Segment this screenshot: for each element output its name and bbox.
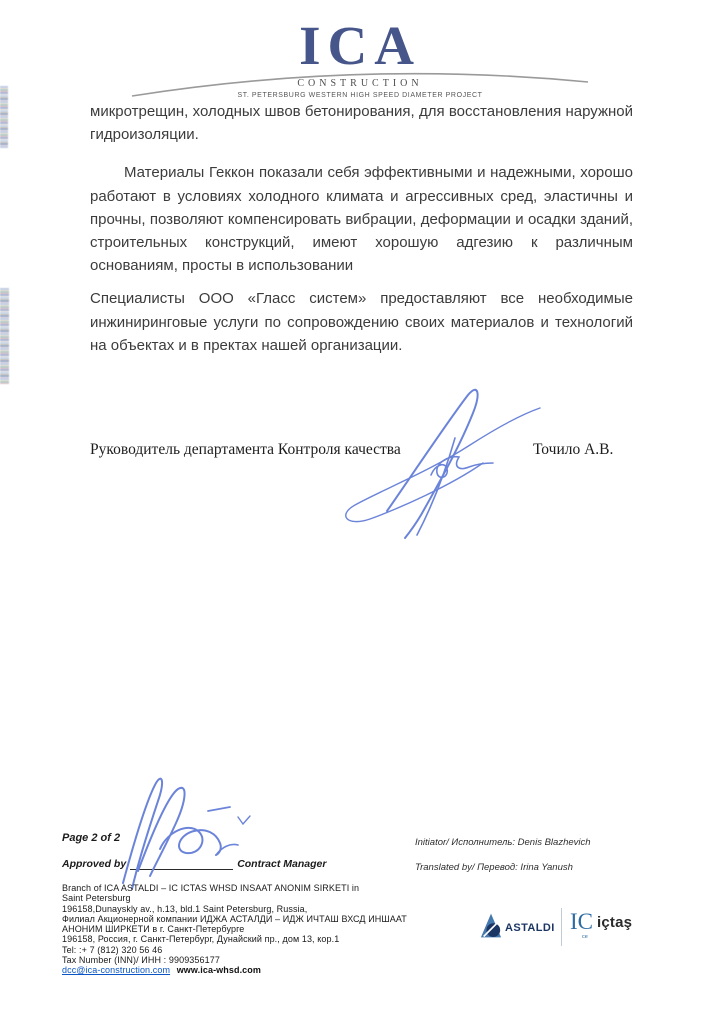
signer-title: Руководитель департамента Контроля качества [90,441,401,458]
address-line: 196158, Россия, г. Санкт-Петербург, Дунайский пр., дом 13, кор.1 [62,934,340,945]
body-paragraph-1: микротрещин, холодных швов бетонирования, для восстановления наружной гидроизоляции. [90,103,633,144]
address-line: АНОНИМ ШИРКЕТИ в г. Санкт-Петербурге [62,924,245,935]
director-signature [335,383,550,541]
ic-wordmark: IC [570,909,593,934]
address-line: Филиал Акционерной компании ИДЖА АСТАЛДИ – ИДЖ ИЧТАШ ВХСД ИНШААТ [62,913,407,924]
website-label: www.ica-whsd.com [176,965,261,976]
company-address-block [62,883,407,976]
astaldi-wordmark: ASTALDI [505,922,555,934]
address-line: Branch of ICA ASTALDI – IC ICTAS WHSD INSAAT ANONIM SIRKETI in [62,883,360,893]
astaldi-triangle-icon [480,912,502,939]
page-number-label: Page 2 of 2 [62,832,121,844]
approved-by-label: Approved by [62,858,127,870]
ictas-wordmark: içtaş [597,914,633,931]
scan-noise-strip-bottom [0,288,9,384]
partner-logos [478,905,668,953]
initiator-label: Initiator/ Исполнитель: Denis Blazhevich [415,837,591,848]
approver-signature [108,771,258,891]
logo-subtitle: CONSTRUCTION [297,78,423,89]
contacts-line [62,965,407,975]
email-link[interactable]: dcc@ica-construction.com [62,965,171,976]
address-line: Tel: :+ 7 (812) 320 56 46 [62,944,163,955]
address-line: Tax Number (INN)/ ИНН : 9909356177 [62,955,220,966]
company-logo [0,15,720,99]
logo-tagline: ST. PETERSBURG WESTERN HIGH SPEED DIAMETER PROJECT [237,92,483,99]
body-paragraph-2: Материалы Геккон показали себя эффективными и надежными, хорошо работают в условиях холодного климата и агрессивных сред, эластичны и прочны, позволяют компенсировать вибрации, деформации и осадки зданий, строительных конструкций, имеют хорошую адгезию к различным основаниям, просты в использовании [90,164,633,275]
ictas-ce-label: ce [582,934,588,940]
address-line: 196158,Dunayskly av., h.13, bld.1 Saint Petersburg, Russia, [62,903,308,914]
address-line: Saint Petersburg [62,893,131,904]
approved-role-label: Contract Manager [237,858,327,870]
logo-text: ICA [299,15,421,76]
letter-body [90,100,633,372]
body-paragraph-3: Специалисты ООО «Гласс систем» предоставляют все необходимые инжиниринговые услуги по сопровождению своих материалов и технологий на объектах и в пректах нашей организации. [90,290,633,354]
signer-name: Точило А.В. [533,441,614,458]
translated-by-label: Translated by/ Перевод: Irina Yanush [415,862,573,873]
logo-divider [561,908,562,946]
